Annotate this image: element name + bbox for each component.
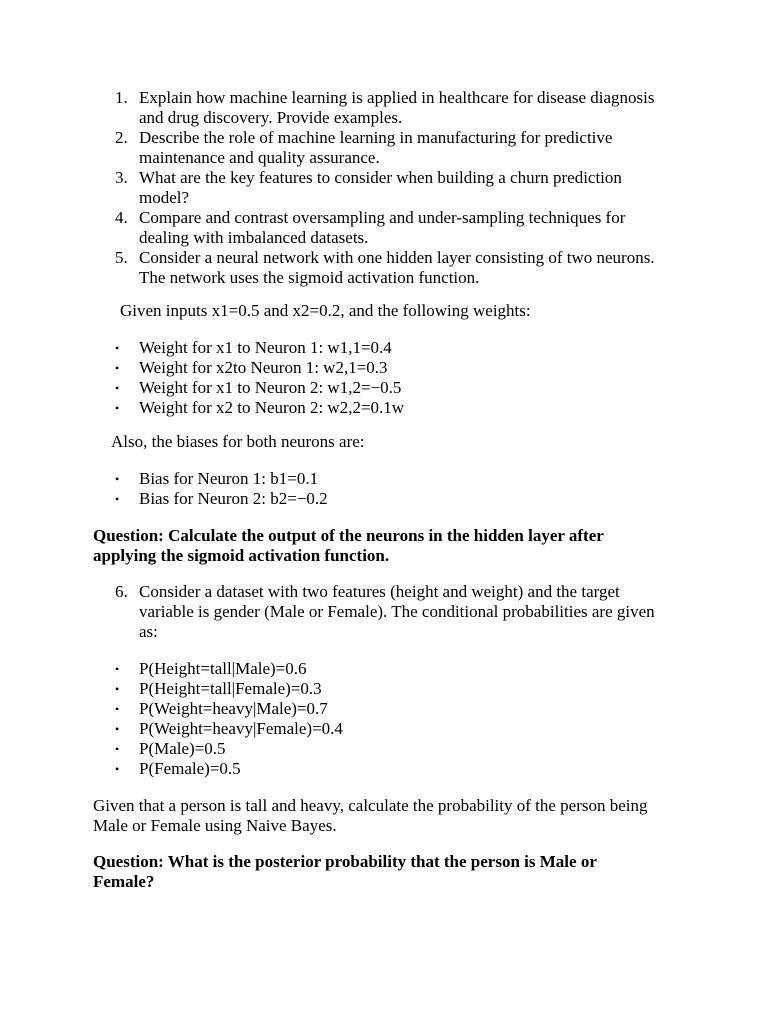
weights-list [0, 338, 768, 418]
bullet-icon: • [115, 472, 120, 486]
bullet-text: P(Female)=0.5 [139, 759, 241, 778]
list-item [0, 469, 669, 489]
list-item [0, 378, 669, 398]
list-item [0, 338, 669, 358]
question-number: 1. [115, 88, 128, 107]
list-item [0, 358, 669, 378]
question-number: 3. [115, 168, 128, 187]
bullet-text: Weight for x1 to Neuron 1: w1,1=0.4 [139, 338, 392, 357]
question-list [0, 88, 768, 288]
bullet-text: P(Height=tall|Male)=0.6 [139, 659, 307, 678]
given-inputs-text: Given inputs x1=0.5 and x2=0.2, and the following weights: [120, 301, 531, 320]
bullet-icon: • [115, 361, 120, 375]
bullet-icon: • [115, 341, 120, 355]
bullet-text: P(Weight=heavy|Female)=0.4 [139, 719, 343, 738]
bullet-icon: • [115, 762, 120, 776]
naive-bayes-text: Given that a person is tall and heavy, calculate the probability of the person being Male or Female using Naive Bayes. [93, 796, 648, 835]
bullet-text: Weight for x2 to Neuron 2: w2,2=0.1w [139, 398, 405, 417]
question-text: Consider a neural network with one hidden layer consisting of two neurons. The network uses the sigmoid activation function. [139, 248, 655, 287]
list-item [0, 719, 669, 739]
question-text: Describe the role of machine learning in manufacturing for predictive maintenance and quality assurance. [139, 128, 613, 167]
list-item [0, 489, 669, 509]
question-neurons: Question: Calculate the output of the neurons in the hidden layer after applying the sigmoid activation function. [93, 526, 604, 565]
list-item [0, 88, 669, 128]
list-item [0, 582, 669, 642]
list-item [0, 759, 669, 779]
bullet-text: Bias for Neuron 1: b1=0.1 [139, 469, 319, 488]
bullet-text: P(Male)=0.5 [139, 739, 226, 758]
bullet-text: P(Weight=heavy|Male)=0.7 [139, 699, 328, 718]
bullet-icon: • [115, 492, 120, 506]
list-item [0, 248, 669, 288]
bullet-icon: • [115, 742, 120, 756]
question-text: Compare and contrast oversampling and under-sampling techniques for dealing with imbalanced datasets. [139, 208, 626, 247]
question-number: 2. [115, 128, 128, 147]
question-number: 6. [115, 582, 128, 601]
bullet-text: Bias for Neuron 2: b2=−0.2 [139, 489, 328, 508]
list-item [0, 398, 669, 418]
question-number: 4. [115, 208, 128, 227]
list-item [0, 679, 669, 699]
bullet-text: P(Height=tall|Female)=0.3 [139, 679, 322, 698]
question-number: 5. [115, 248, 128, 267]
bullet-icon: • [115, 381, 120, 395]
question-6 [0, 582, 768, 642]
probabilities-list [0, 659, 768, 779]
bullet-icon: • [115, 682, 120, 696]
biases-list [0, 469, 768, 509]
question-text: Explain how machine learning is applied in healthcare for disease diagnosis and drug discovery. Provide examples. [139, 88, 655, 127]
bullet-icon: • [115, 401, 120, 415]
bullet-icon: • [115, 722, 120, 736]
bullet-text: Weight for x1 to Neuron 2: w1,2=−0.5 [139, 378, 402, 397]
list-item [0, 168, 669, 208]
question-posterior: Question: What is the posterior probability that the person is Male or Female? [93, 852, 597, 891]
list-item [0, 659, 669, 679]
bullet-icon: • [115, 662, 120, 676]
question-text: What are the key features to consider when building a churn prediction model? [139, 168, 622, 207]
list-item [0, 208, 669, 248]
bullet-icon: • [115, 702, 120, 716]
list-item [0, 739, 669, 759]
list-item [0, 699, 669, 719]
list-item [0, 128, 669, 168]
biases-intro-text: Also, the biases for both neurons are: [111, 432, 365, 451]
bullet-text: Weight for x2to Neuron 1: w2,1=0.3 [139, 358, 388, 377]
question-text: Consider a dataset with two features (height and weight) and the target variable is gender (Male or Female). The conditional probabilities are given as: [139, 582, 655, 641]
